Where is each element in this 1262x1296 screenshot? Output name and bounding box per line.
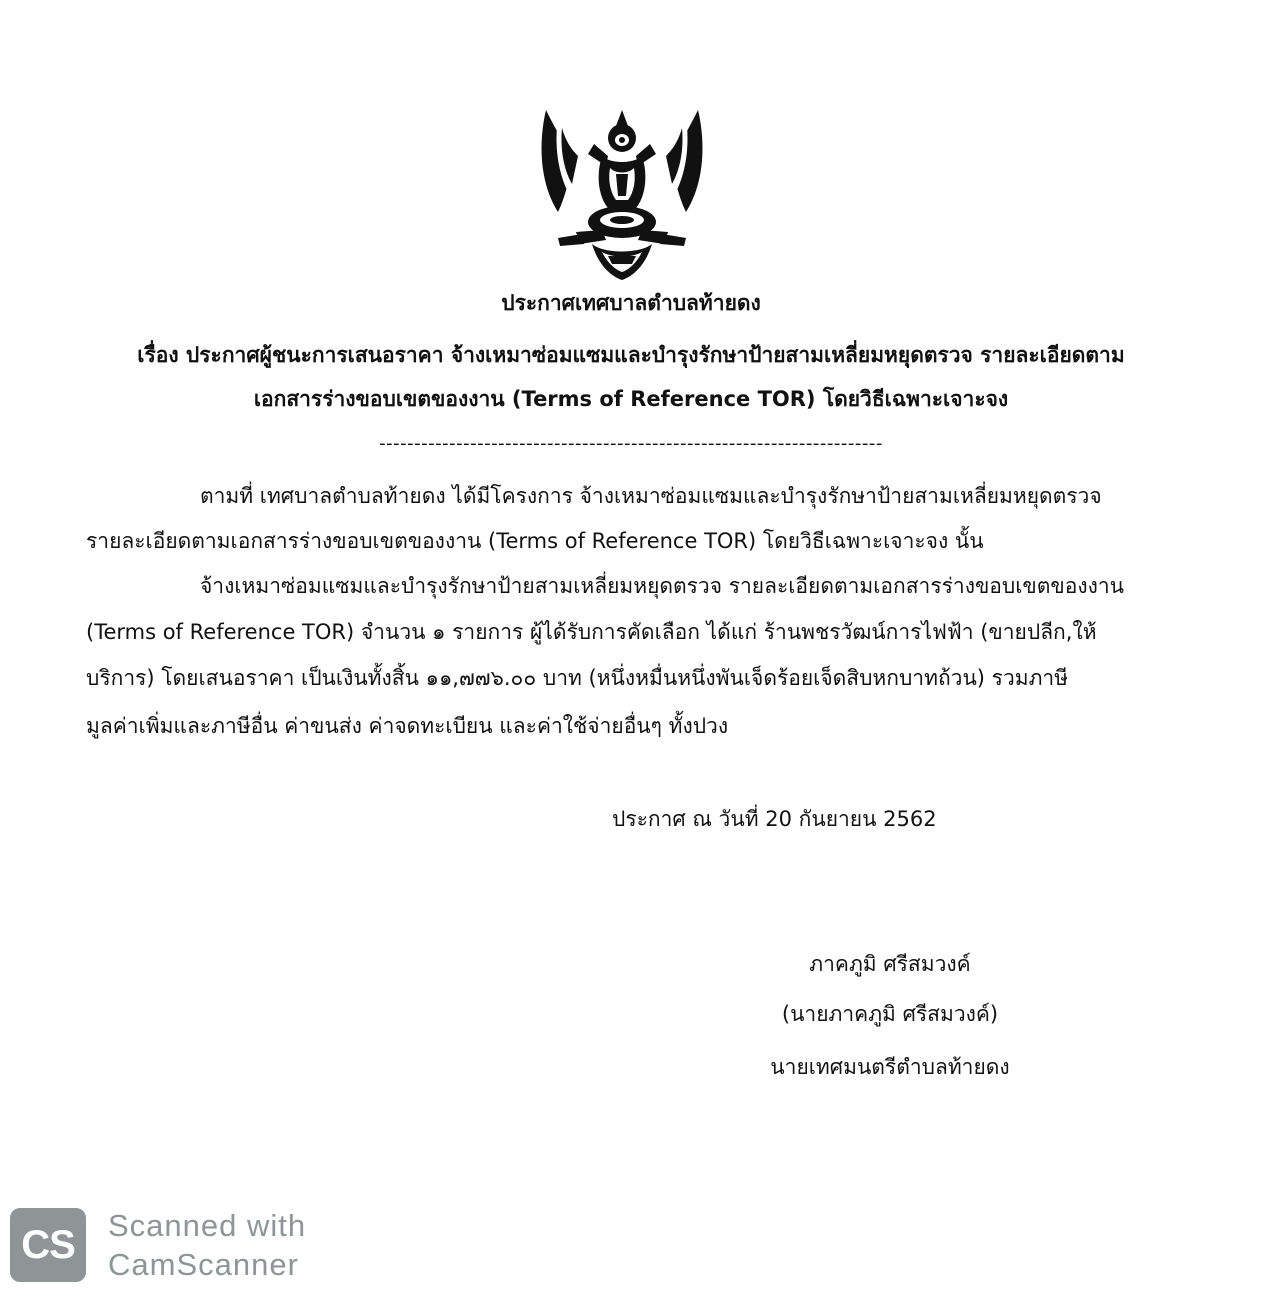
paragraph-2-line-3: บริการ) โดยเสนอราคา เป็นเงินทั้งสิ้น ๑๑,๗๗๖.๐๐ บาท (หนึ่งหมื่นหนึ่งพันเจ็ดร้อยเจ็ดสิบหกบาทถ้วน) รวมภาษี [86,666,1069,690]
camscanner-logo-icon: CS [10,1208,86,1282]
garuda-emblem-icon [536,104,708,284]
signature-name: ภาคภูมิ ศรีสมวงค์ [809,952,971,976]
paragraph-1-line-2: รายละเอียดตามเอกสารร่างขอบเขตของงาน (Terms of Reference TOR) โดยวิธีเฉพาะเจาะจง นั้น [86,529,984,553]
announcement-title: ประกาศเทศบาลตำบลท้ายดง [501,291,761,315]
signature-full-name: (นายภาคภูมิ ศรีสมวงค์) [781,1002,999,1026]
signature-position: นายเทศมนตรีตำบลท้ายดง [770,1055,1010,1079]
paragraph-2-line-2: (Terms of Reference TOR) จำนวน ๑ รายการ ผู้ได้รับการคัดเลือก ได้แก่ ร้านพชรวัฒน์การไฟฟ้า (ขายปลีก,ให้ [86,620,1097,644]
watermark-line-2: CamScanner [108,1247,299,1282]
subject-line-1: เรื่อง ประกาศผู้ชนะการเสนอราคา จ้างเหมาซ่อมแซมและบำรุงรักษาป้ายสามเหลี่ยมหยุดตรวจ รายละเอียดตาม [137,343,1125,367]
announcement-date: ประกาศ ณ วันที่ 20 กันยายน 2562 [612,807,937,831]
divider: ------------------------------------------------------------------------ [379,433,883,454]
paragraph-2-line-4: มูลค่าเพิ่มและภาษีอื่น ค่าขนส่ง ค่าจดทะเบียน และค่าใช้จ่ายอื่นๆ ทั้งปวง [86,714,729,738]
paragraph-1-line-1: ตามที่ เทศบาลตำบลท้ายดง ได้มีโครงการ จ้างเหมาซ่อมแซมและบำรุงรักษาป้ายสามเหลี่ยมหยุดตรวจ [200,484,1102,508]
watermark-line-1: Scanned with [108,1208,307,1243]
paragraph-2-line-1: จ้างเหมาซ่อมแซมและบำรุงรักษาป้ายสามเหลี่ยมหยุดตรวจ รายละเอียดตามเอกสารร่างขอบเขตของงาน [200,574,1125,598]
subject-line-2: เอกสารร่างขอบเขตของงาน (Terms of Reference TOR) โดยวิธีเฉพาะเจาะจง [253,387,1009,411]
